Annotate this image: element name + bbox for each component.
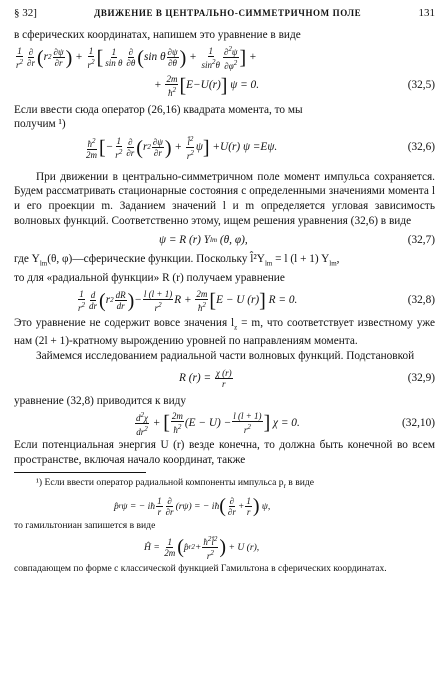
footnote-equation-b: Ĥ = $\frac{1}{2m}$ ( p̂ r 2 + $\frac{ħ^2l̂^2}{r^2}$ ) + U (r),: [144, 534, 260, 561]
p4-part-b: (θ, φ)—сферические функции. Поскольку l̂²Y: [47, 253, 265, 266]
equation-32-9-lhs: R (r) =: [179, 372, 212, 385]
p4-part-d: ,: [336, 253, 340, 266]
fn-part-b: в виде: [285, 477, 315, 489]
equation-32-8: $\frac{1}{r^2}$ $\frac{d}{dr}$ ( r 2 $\frac{dR}{dr}$ ) − $\frac{l (l + 1)}{r^2}$ R + $\frac{2m}{ħ^2}$ [ E − U (r) ] R = 0. (32,8): [78, 288, 435, 313]
footnote-divider: [14, 472, 146, 473]
fn-sub: r: [283, 482, 286, 491]
page: [14, 6, 435, 575]
p4-part-e: то для «радиальной функции» R (r) получаем уравнение: [14, 272, 285, 284]
paragraph-2-line1: Если ввести сюда оператор (26,16) квадрата момента, то мы: [14, 103, 303, 116]
p4-sub-2: lm: [264, 259, 273, 268]
footnote-line-1: [14, 476, 435, 493]
p4-part-c: = l (l + 1) Y: [272, 253, 330, 266]
equation-number: (32,8): [407, 294, 435, 307]
running-header: [14, 6, 435, 28]
equation-32-5-line1: $\frac{1}{r^2}$ $\frac{\partial}{\partial r}$ ( r 2 $\frac{\partial\psi}{\partial r}$ ) + $\frac{1}{r^2}$ [ $\frac{1}{\text{sin θ}}$ $\frac{\partial}{\partial\theta}$ ( sin θ $\frac{\partial\psi}{\partial\theta}$ ) + $\frac{1}{\sin^2\theta}$ $\frac{\partial^2\psi}{\partial\varphi^2}$ ] +: [16, 45, 257, 72]
paragraph-6: Займемся исследованием радиальной части волновых функций. Подстановкой: [36, 350, 415, 363]
footnote-line-3: совпадающем по форме с классической функцией Гамильтона в сферических координатах.: [14, 563, 387, 575]
paragraph-4: [14, 252, 435, 285]
paragraph-5: [14, 316, 435, 349]
p4-part-a: где Y: [14, 253, 40, 266]
running-title: ДВИЖЕНИЕ В ЦЕНТРАЛЬНО-СИММЕТРИЧНОМ ПОЛЕ: [94, 8, 362, 18]
equation-number: (32,7): [407, 233, 435, 246]
page-number: 131: [418, 7, 435, 19]
equation-number: (32,5): [407, 79, 435, 92]
equation-32-10: $\frac{d^2\chi}{dr^2}$ + [ $\frac{2m}{ħ^2}$ (E − U) − $\frac{l (l + 1)}{r^2}$ ] χ = 0. (32,10): [136, 410, 435, 437]
p4-sub-1: lm: [39, 259, 48, 268]
fn-part-a: ¹) Если ввести оператор радиальной компоненты импульса p: [36, 477, 284, 489]
paragraph-3: При движении в центрально-симметричном поле момент импульса сохраняется. Будем рассматривать стационарные состояния с определенными значениями момента l и его проекции m. Заданием значений l и m определяется угловая зависимость волновых функций. Соответственно этому, ищем решения уравнения (32,6) в виде: [14, 170, 435, 227]
paragraph-2: [14, 103, 435, 132]
equation-32-7-tail: (θ, φ),: [219, 233, 248, 246]
equation-32-9: R (r) = $\frac{\chi (r)}{r}$ (32,9): [179, 368, 435, 390]
p5-sub: z: [234, 322, 238, 331]
equation-number: (32,9): [407, 372, 435, 385]
footnote-line-2: то гамильтониан запишется в виде: [14, 520, 156, 532]
footnote: [14, 476, 435, 575]
section-number: § 32]: [14, 7, 37, 19]
p5-part-b: = m, что соответствует известному уже нам (2l + 1)-кратному вырождению уровней по направлениям момента.: [14, 316, 435, 348]
paragraph-7: уравнение (32,8) приводится к виду: [14, 394, 187, 407]
p5-part-a: Это уравнение не содержит вовсе значения l: [14, 316, 235, 329]
paragraph-8: Если потенциальная энергия U (r) везде конечна, то должна быть конечной во всем пространстве, включая начало координат, также: [14, 439, 435, 466]
footnote-equation-a: p̂ r ψ = − iħ $\frac{1}{r}$ $\frac{\partial}{\partial r}$ (rψ) = − iħ ( $\frac{\partial}{\partial r}$ + $\frac{1}{r}$ ) ψ,: [114, 495, 271, 518]
equation-32-7: [14, 228, 435, 252]
equation-32-6: $\frac{ħ^2}{2m}$ [ − $\frac{1}{r^2}$ $\frac{\partial}{\partial r}$ ( r 2 $\frac{\partial\psi}{\partial r}$ ) + $\frac{l̂^2}{r^2}$ ψ ] + U ( r ) ψ = E ψ. (32,6): [86, 135, 435, 162]
equation-32-7-main: ψ = R (r) Y: [159, 233, 211, 246]
equation-32-7-sub: lm: [210, 235, 218, 244]
equation-32-5-line2: + $\frac{2m}{ħ^2}$ [ E − U ( r ) ] ψ = 0. (32,5): [154, 73, 435, 98]
equation-number: (32,6): [407, 141, 435, 154]
p4-sub-3: lm: [329, 259, 337, 268]
equation-number: (32,10): [402, 416, 435, 429]
paragraph-2-line2: получим ¹): [14, 118, 66, 131]
paragraph-1: в сферических координатах, напишем это уравнение в виде: [14, 29, 301, 41]
